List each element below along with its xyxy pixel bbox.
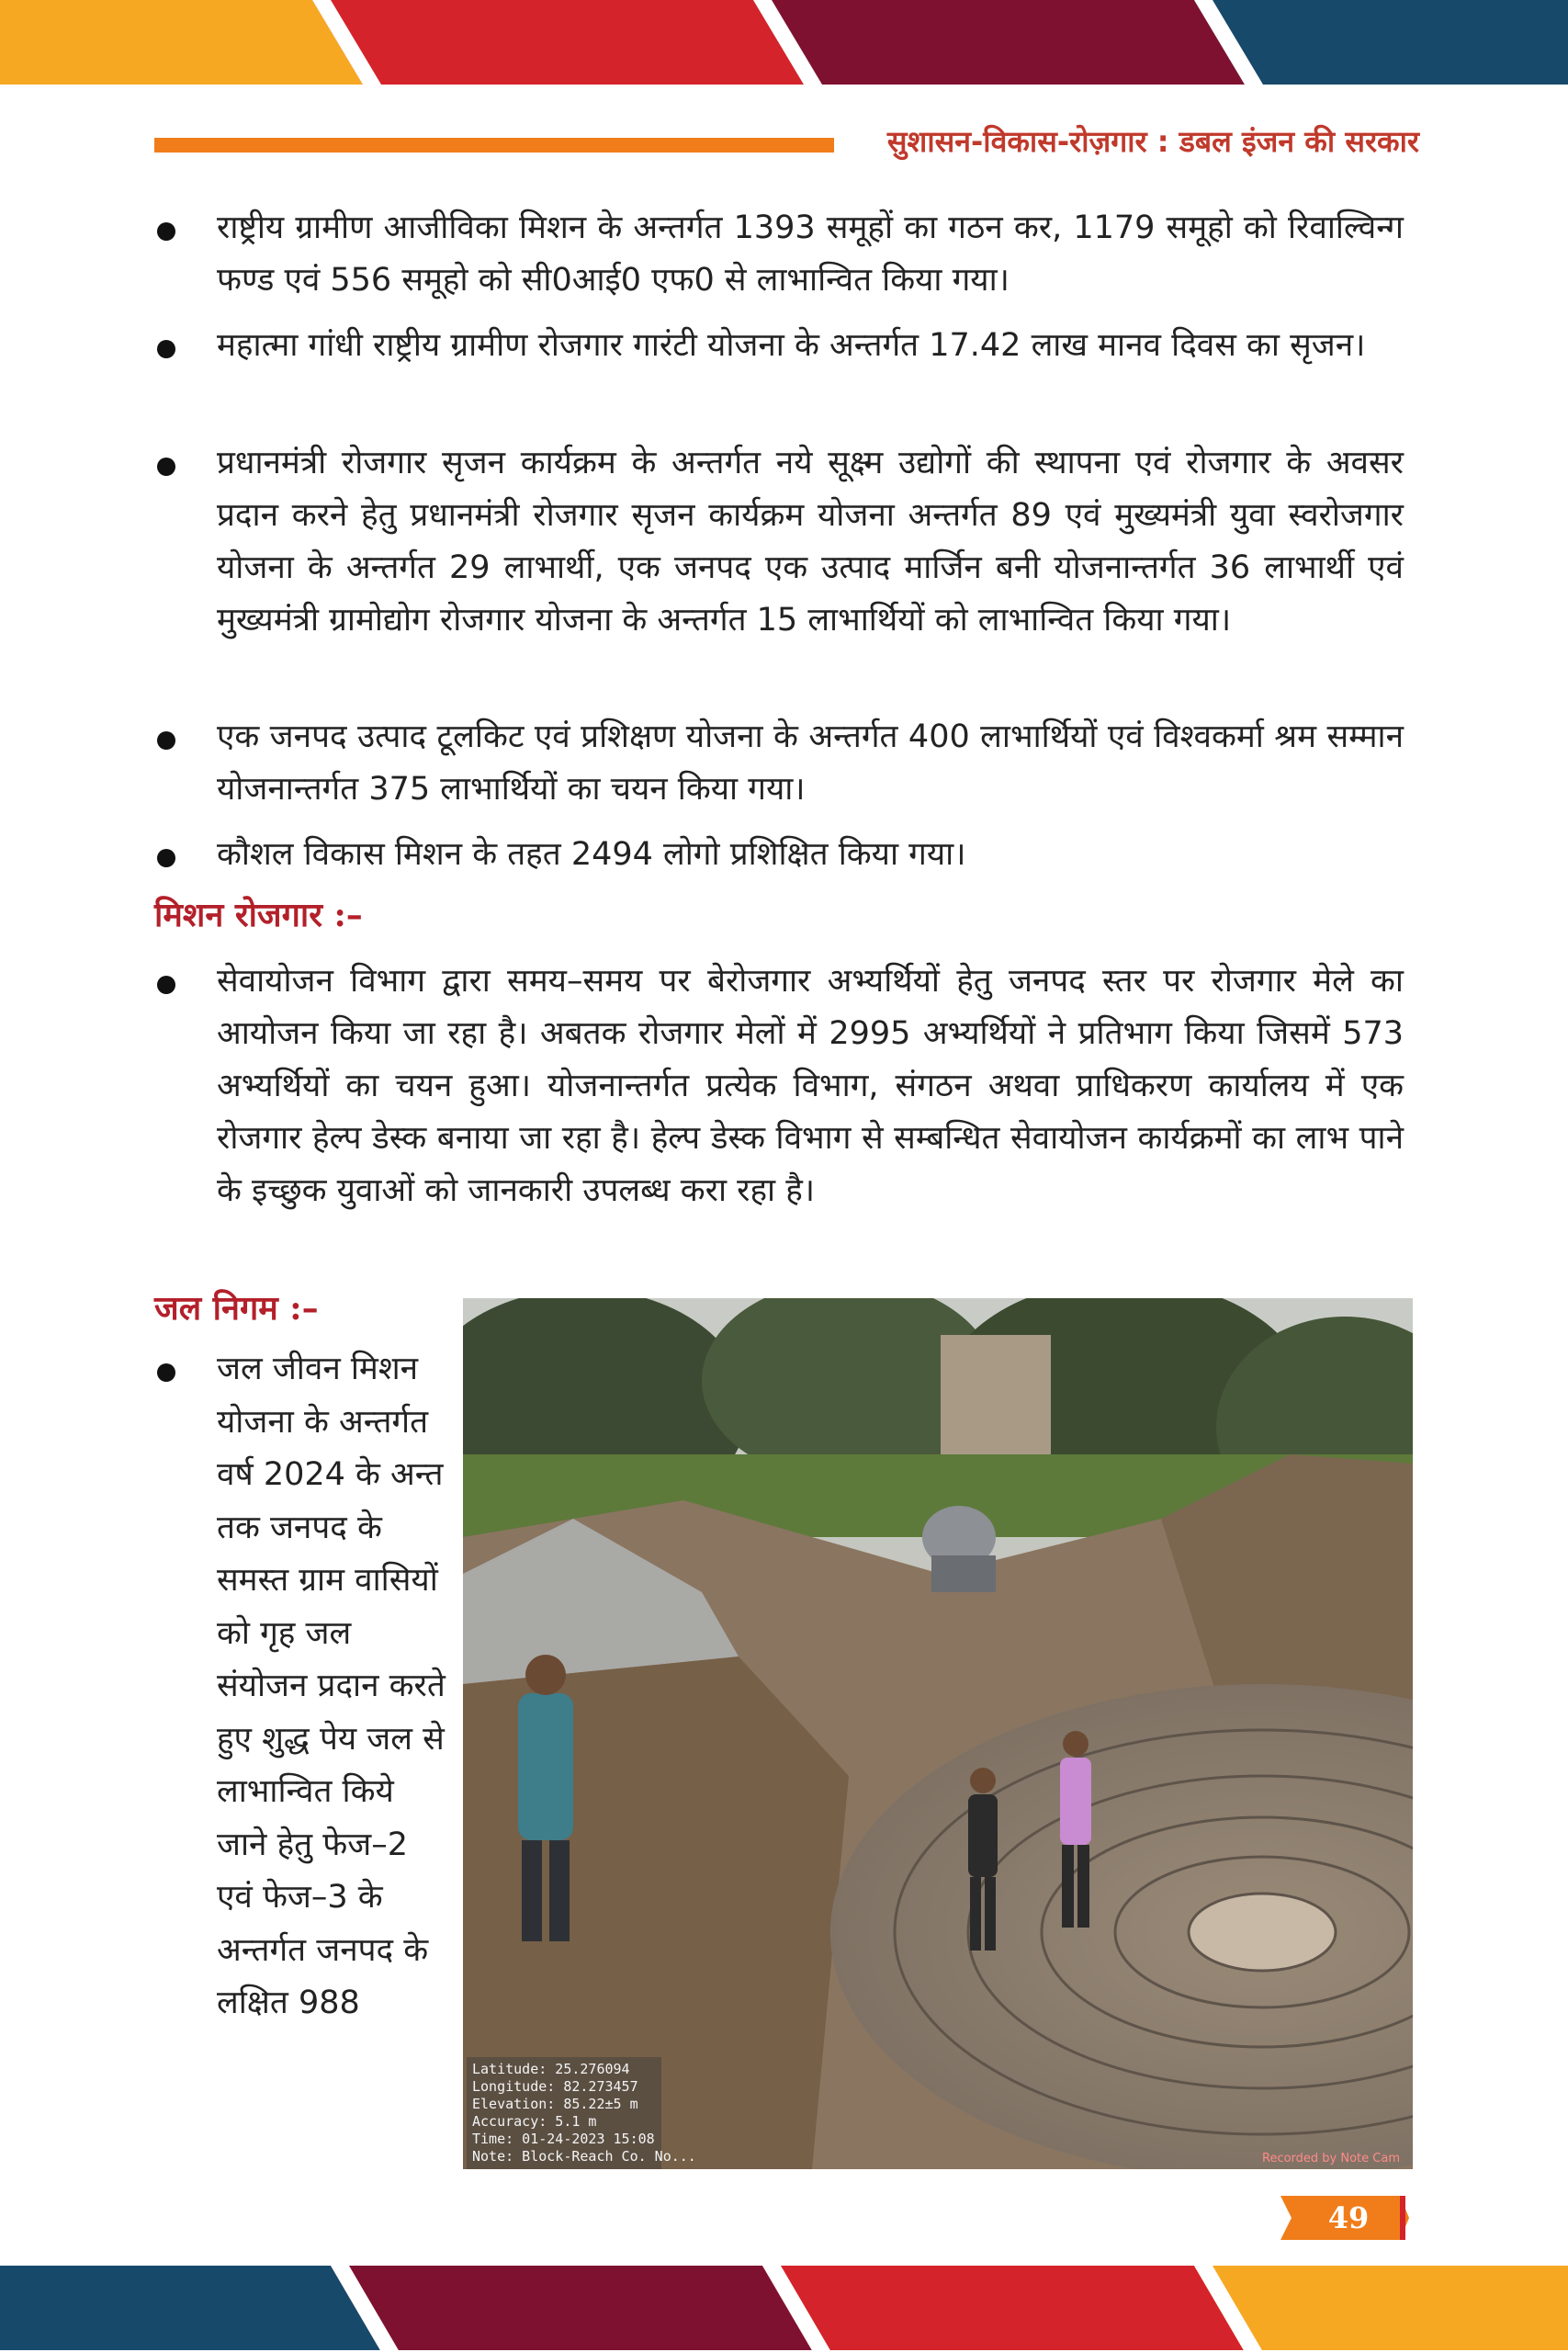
geotag-latitude: Latitude: 25.276094 [472,2061,630,2077]
header-title: सुशासन-विकास-रोज़गार : डबल इंजन की सरकार [886,124,1419,159]
bullet-dot [157,458,175,476]
list-item [154,956,1404,1217]
section-heading-jal-nigam: जल निगम :– [154,1289,319,1328]
bullet-dot [157,1363,175,1382]
bullet-dot [157,222,175,241]
list-item [154,202,1404,307]
top-decorative-band [0,0,1568,85]
geotag-accuracy: Accuracy: 5.1 m [472,2113,597,2130]
list-item-text: राष्ट्रीय ग्रामीण आजीविका मिशन के अन्तर्गत 1393 समूहों का गठन कर, 1179 समूहो को रिवाल्विन्ग फण्ड एवं 556 समूहो को सी0आई0 एफ0 से लाभान्वित किया गया। [217,209,1404,299]
list-item-text: कौशल विकास मिशन के तहत 2494 लोगो प्रशिक्षित किया गया। [217,836,966,873]
header-rule [154,138,834,153]
bullet-dot [157,340,175,358]
list-item-text: महात्मा गांधी राष्ट्रीय ग्रामीण रोजगार गारंटी योजना के अन्तर्गत 17.42 लाख मानव दिवस का सृजन। [217,327,1366,364]
list-item [154,711,1404,816]
list-item [154,829,1404,881]
list-item [154,1343,448,2030]
list-item-text: जल जीवन मिशन योजना के अन्तर्गत वर्ष 2024 के अन्त तक जनपद के समस्त ग्राम वासियों को गृह जल संयोजन प्रदान करते हुए शुद्ध पेय जल से लाभान्वित किये जाने हेतु फेज–2 एवं फेज–3 के अन्तर्गत जनपद के लक्षित 988 [217,1351,446,2021]
geotag-elevation: Elevation: 85.22±5 m [472,2096,638,2112]
list-item [154,320,1404,372]
list-item-text: प्रधानमंत्री रोजगार सृजन कार्यक्रम के अन्तर्गत नये सूक्ष्म उद्योगों की स्थापना एवं रोजगार के अवसर प्रदान करने हेतु प्रधानमंत्री रोजगार सृजन कार्यक्रम योजना अन्तर्गत 89 एवं मुख्यमंत्री युवा स्वरोजगार योजना के अन्तर्गत 29 लाभार्थी, एक जनपद एक उत्पाद मार्जिन बनी योजनान्तर्गत 36 लाभार्थी एवं मुख्यमंत्री ग्रामोद्योग रोजगार योजना के अन्तर्गत 15 लाभार्थियों को लाभान्वित किया गया। [217,445,1404,639]
list-item [154,437,1404,647]
bullet-dot [157,731,175,750]
construction-site-photo [463,1298,1413,2169]
geotag-longitude: Longitude: 82.273457 [472,2078,638,2095]
bullet-dot [157,976,175,994]
bottom-decorative-band [0,2266,1568,2350]
photo-geotag-overlay [467,2057,696,2169]
list-item-text: एक जनपद उत्पाद टूलकिट एवं प्रशिक्षण योजना के अन्तर्गत 400 लाभार्थियों एवं विश्वकर्मा श्रम सम्मान योजनान्तर्गत 375 लाभार्थियों का चयन किया गया। [217,718,1404,808]
geotag-note: Note: Block-Reach Co. No... [472,2148,696,2165]
bullet-dot [157,849,175,867]
photo-watermark: Recorded by Note Cam [1262,2152,1400,2165]
list-item-text: सेवायोजन विभाग द्वारा समय–समय पर बेरोजगार अभ्यर्थियों हेतु जनपद स्तर पर रोजगार मेले का आयोजन किया जा रहा है। अबतक रोजगार मेलों में 2995 अभ्यर्थियों ने प्रतिभाग किया जिसमें 573 अभ्यर्थियों का चयन हुआ। योजनान्तर्गत प्रत्येक विभाग, संगठन अथवा प्राधिकरण कार्यालय में एक रोजगार हेल्प डेस्क बनाया जा रहा है। हेल्प डेस्क विभाग से सम्बन्धित सेवायोजन कार्यक्रमों का लाभ पाने के इच्छुक युवाओं को जानकारी उपलब्ध करा रहा है। [217,963,1404,1209]
geotag-time: Time: 01-24-2023 15:08 [472,2131,655,2147]
page-number: 49 [1327,2200,1370,2235]
section-heading-mission-rozgar: मिशन रोजगार :– [154,896,363,934]
